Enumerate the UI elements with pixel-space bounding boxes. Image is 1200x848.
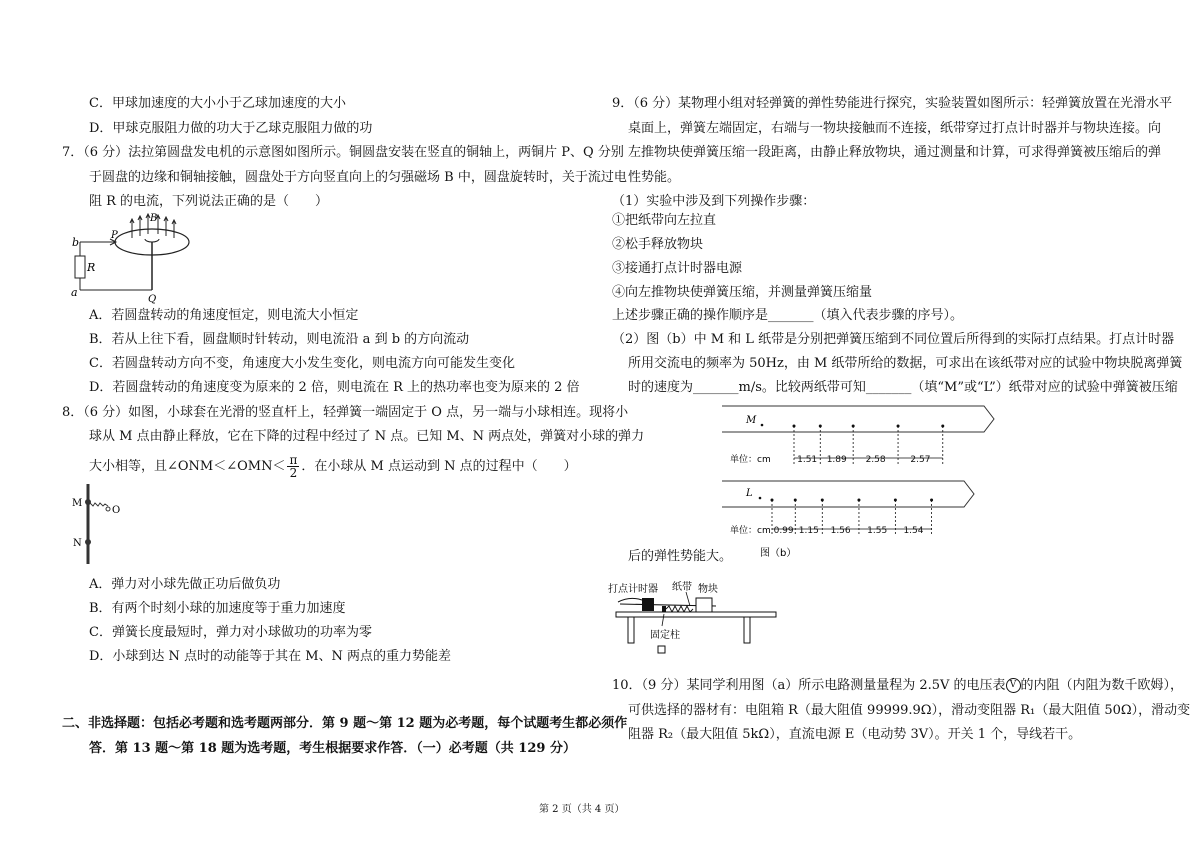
label-M: M: [72, 498, 83, 509]
label-B: B: [150, 213, 158, 224]
q8-stem-line2: 球从 M 点由静止释放，它在下降的过程中经过了 N 点。已知 M、N 两点处，弹簧对小球的弹力: [89, 429, 645, 444]
pi-over-2: [287, 454, 299, 479]
paper-tapes-figure: [722, 403, 997, 558]
q6-option-c: C．甲球加速度的大小小于乙球加速度的大小: [89, 96, 346, 111]
q9-stem-line2: 桌面上，弹簧左端固定，右端与一物块接触而不连接，纸带穿过打点计时器并与物块连接。向: [628, 121, 1162, 136]
label-Q: Q: [148, 294, 157, 304]
section-2-heading-line2: 答．第 13 题～第 18 题为选考题，考生根据要求作答．（一）必考题（共 129 分）: [89, 741, 576, 756]
q9-step-3: ③接通打点计时器电源: [612, 261, 743, 276]
q10-stem-line1-b: 的内阻（内阻为数千欧姆），: [1020, 678, 1184, 693]
tape-m-unit: 单位：cm: [730, 455, 771, 465]
q7-stem-line2: 于圆盘的边缘和铜轴接触，圆盘处于方向竖直向上的匀强磁场 B 中，圆盘旋转时，关于流过电: [89, 170, 627, 185]
q10-stem-line2: 可供选择的器材有：电阻箱 R（最大阻值 99999.9Ω），滑动变阻器 R₁（最大阻值 50Ω），滑动变: [628, 703, 1191, 718]
spring-rod-figure: [70, 482, 130, 566]
q7-option-c: C．若圆盘转动方向不变，角速度大小发生变化，则电流方向可能发生变化: [89, 356, 515, 371]
q9-stem-line1: 9．（6 分）某物理小组对轻弹簧的弹性势能进行探究，实验装置如图所示：轻弹簧放置在光滑水平: [612, 96, 1173, 111]
tape-m-value: 1.51: [797, 455, 818, 465]
q8-option-c: C．弹簧长度最短时，弹力对小球做功的功率为零: [89, 625, 372, 640]
label-tape: 纸带: [672, 582, 692, 593]
tape-l-unit: 单位：cm: [730, 526, 771, 536]
label-a: a: [71, 286, 78, 299]
q9-part2-line4: 后的弹性势能大。: [628, 549, 733, 564]
q10-stem-line1: [612, 678, 1183, 694]
tape-m-value: 2.58: [865, 455, 886, 465]
tape-l-value: 1.15: [798, 526, 819, 536]
q8-option-d: D．小球到达 N 点时的动能等于其在 M、N 两点的重力势能差: [89, 649, 452, 664]
q9-step-4: ④向左推物块使弹簧压缩，并测量弹簧压缩量: [612, 285, 873, 300]
q7-stem-line3: 阻 R 的电流，下列说法正确的是（ ）: [89, 194, 329, 209]
tape-m-value: 1.89: [826, 455, 847, 465]
q8-option-a: A．弹力对小球先做正功后做负功: [89, 577, 281, 592]
label-timer: 打点计时器: [608, 584, 658, 595]
q9-part1-question: 上述步骤正确的操作顺序是_______（填入代表步骤的序号）。: [612, 308, 964, 323]
tape-m-value: 2.57: [910, 455, 931, 465]
page-footer: 第 2 页（共 4 页）: [539, 804, 625, 815]
q9-stem-line4: 性势能。: [628, 170, 681, 185]
label-b: b: [72, 236, 80, 249]
q9-step-2: ②松手释放物块: [612, 237, 704, 252]
q8-stem-line3: [89, 452, 577, 482]
figure-b-caption: 图（b）: [760, 548, 797, 558]
q7-option-d: D．若圆盘转动的角速度变为原来的 2 倍，则电流在 R 上的热功率也变为原来的 2 倍: [89, 380, 580, 395]
label-post: 固定柱: [650, 630, 680, 641]
q10-stem-line3: 阻器 R₂（最大阻值 5kΩ），直流电源 E（电动势 3V）。开关 1 个，导线若干。: [628, 727, 1082, 742]
q10-stem-line1-a: 10．（9 分）某同学利用图（a）所示电路测量量程为 2.5V 的电压表: [612, 678, 1006, 693]
label-R: R: [87, 261, 96, 274]
q8-option-b: B．有两个时刻小球的加速度等于重力加速度: [89, 601, 346, 616]
q8-stem-line3-b: ．在小球从 M 点运动到 N 点的过程中（ ）: [301, 459, 577, 474]
faraday-disc-figure: [70, 212, 200, 304]
q9-part2-line1: （2）图（b）中 M 和 L 纸带是分别把弹簧压缩到不同位置后所得到的实际打点结果。打点计时器: [612, 332, 1175, 347]
q8-stem-line3-a: 大小相等，且∠ONM＜∠OMN＜: [89, 459, 286, 474]
tape-l-value: 0.99: [773, 526, 794, 536]
voltmeter-symbol: V: [1006, 678, 1021, 693]
q7-option-a: A．若圆盘转动的角速度恒定，则电流大小恒定: [89, 308, 359, 323]
label-block: 物块: [698, 584, 718, 595]
tape-l-label: L: [746, 488, 753, 499]
tape-l-value: 1.55: [867, 526, 888, 536]
q9-step-1: ①把纸带向左拉直: [612, 213, 717, 228]
frac-num: π: [289, 453, 298, 467]
q9-part1-intro: （1）实验中涉及到下列操作步骤：: [612, 194, 816, 209]
label-P: P: [111, 230, 118, 241]
q7-stem-line1: 7．（6 分）法拉第圆盘发电机的示意图如图所示。铜圆盘安装在竖直的铜轴上，两铜片 P、Q 分别: [62, 145, 624, 160]
q9-part2-line2: 所用交流电的频率为 50Hz，由 M 纸带所给的数据，可求出在该纸带对应的试验中物块脱离弹簧: [628, 356, 1183, 371]
q8-stem-line1: 8．（6 分）如图，小球套在光滑的竖直杆上，轻弹簧一端固定于 O 点，另一端与小球相连。现将小: [62, 405, 629, 420]
frac-den: 2: [289, 466, 298, 480]
section-2-heading-line1: 二、非选择题：包括必考题和选考题两部分．第 9 题～第 12 题为必考题，每个试题考生都必须作: [62, 716, 628, 731]
tape-l-value: 1.56: [830, 526, 851, 536]
q9-stem-line3: 左推物块使弹簧压缩一段距离，由静止释放物块，通过测量和计算，可求得弹簧被压缩后的弹: [628, 145, 1162, 160]
q9-part2-line3: 时的速度为_______m/s。比较两纸带可知_______（填“M”或“L”）纸带对应的试验中弹簧被压缩: [628, 380, 1178, 395]
label-O: O: [112, 505, 121, 516]
tape-l-value: 1.54: [903, 526, 924, 536]
q6-option-d: D．甲球克服阻力做的功大于乙球克服阻力做的功: [89, 121, 373, 136]
tape-m-label: M: [746, 415, 757, 426]
label-N: N: [73, 538, 82, 549]
q7-option-b: B．若从上往下看，圆盘顺时针转动，则电流沿 a 到 b 的方向流动: [89, 332, 470, 347]
apparatus-figure: [606, 580, 781, 660]
